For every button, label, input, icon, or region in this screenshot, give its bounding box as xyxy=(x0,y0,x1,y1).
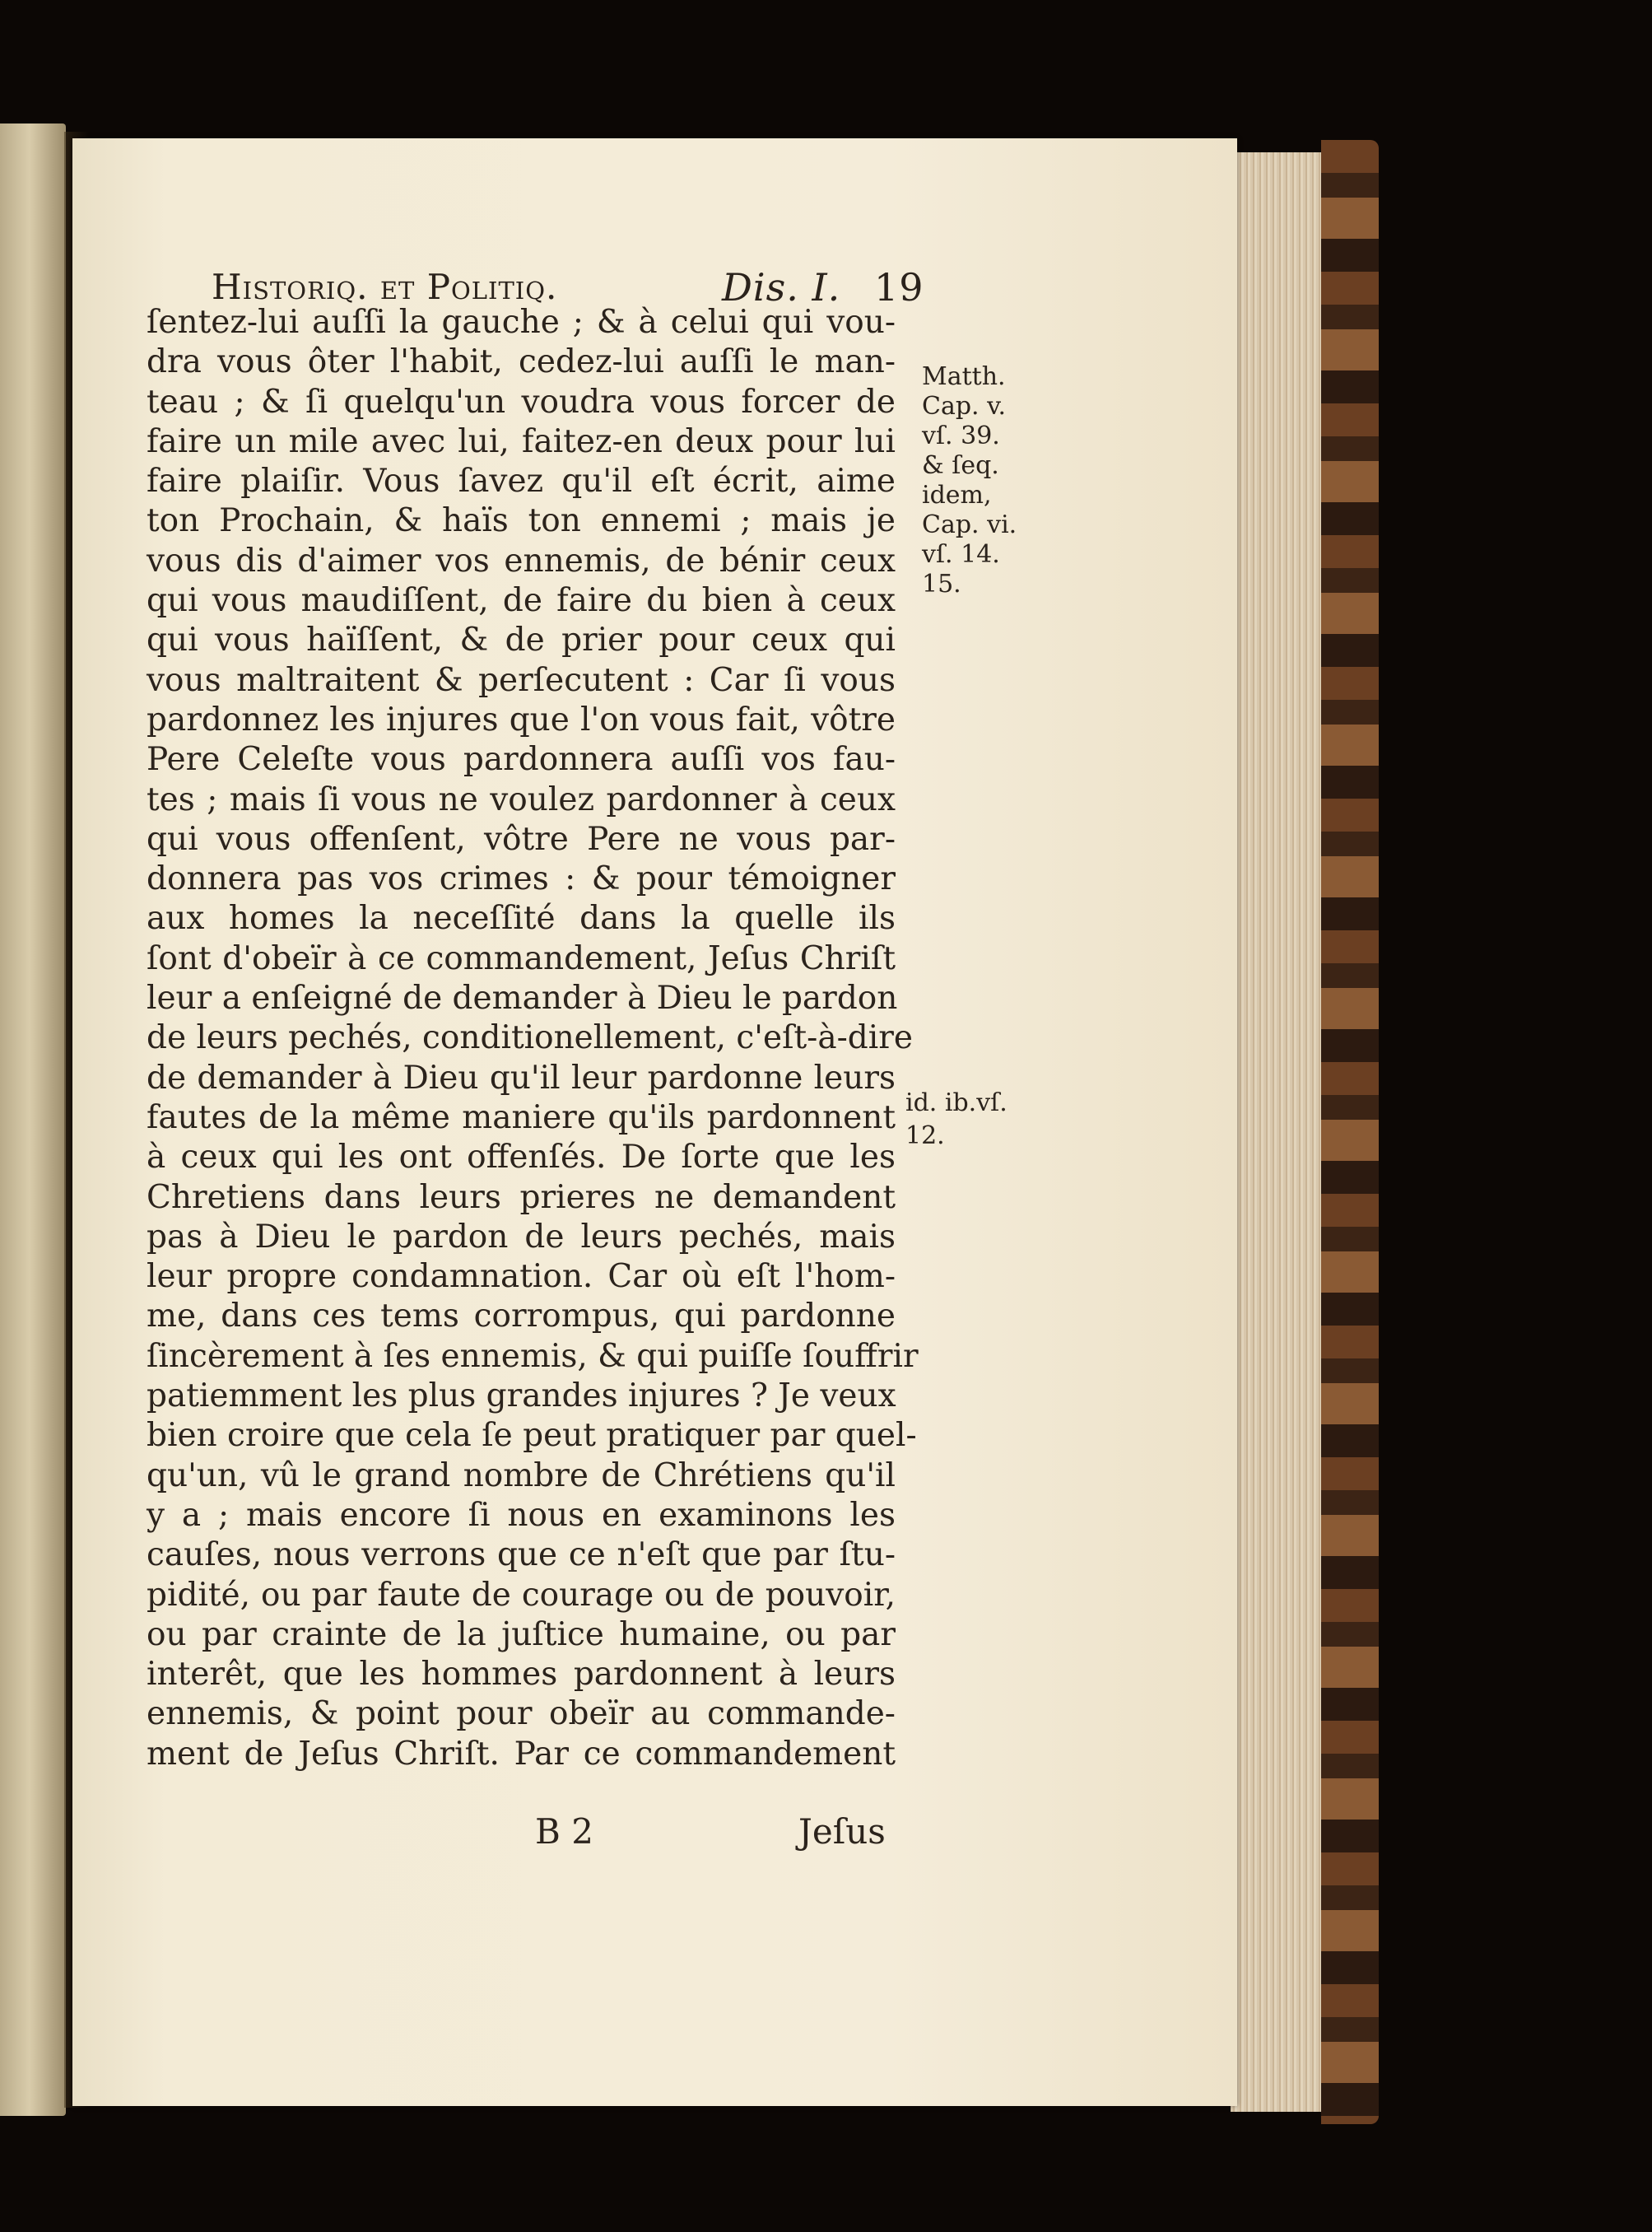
margin-note: vſ. 14. xyxy=(922,540,1000,569)
text-line: aux homes la neceſſité dans la quelle ils xyxy=(147,900,896,938)
page-footer xyxy=(527,1811,889,1861)
running-title: Historiq. et Politiq. xyxy=(212,267,558,307)
text-line: ton Prochain, & haïs ton ennemi ; mais je xyxy=(147,502,896,540)
text-line: me, dans ces tems corrompus, qui pardonne xyxy=(147,1298,896,1335)
signature-mark: B 2 xyxy=(535,1811,593,1852)
text-line: faire plaiſir. Vous ſavez qu'il eſt écrit, aime xyxy=(147,463,896,501)
text-line: vous dis d'aimer vos ennemis, de bénir ceux xyxy=(147,542,896,580)
text-line: qu'un, vû le grand nombre de Chrétiens qu'il xyxy=(147,1456,896,1494)
show-through-text xyxy=(955,725,1119,1589)
text-line: donnera pas vos crimes : & pour témoigner xyxy=(147,860,896,898)
margin-note: vſ. 12. xyxy=(905,1088,1007,1150)
text-line: faire un mile avec lui, faitez-en deux pour lui xyxy=(147,422,896,460)
text-line: ſentez-lui auſſi la gauche ; & à celui qui vou- xyxy=(147,304,896,341)
text-line: ment de Jeſus Chriſt. Par ce commandement xyxy=(147,1735,896,1773)
page-block-edge xyxy=(1231,152,1333,2112)
margin-note: Cap. vi. xyxy=(922,510,1017,539)
text-line: pardonnez les injures que l'on vous fait, vôtre xyxy=(147,701,896,739)
margin-note: 15. xyxy=(922,570,961,599)
text-line: dra vous ôter l'habit, cedez-lui auſſi le man- xyxy=(147,343,896,381)
text-line: vous maltraitent & perſecutent : Car ſi vous xyxy=(147,661,896,699)
catchword: Jeſus xyxy=(798,1811,886,1852)
margin-note: id. ib. xyxy=(905,1088,977,1117)
text-line: de demander à Dieu qu'il leur pardonne leurs xyxy=(147,1059,896,1097)
margin-note: Matth. xyxy=(922,362,1006,391)
text-line: tes ; mais ſi vous ne voulez pardonner à ceux xyxy=(147,781,896,818)
text-line: qui vous offenſent, vôtre Pere ne vous par- xyxy=(147,820,896,858)
facing-page-edge xyxy=(0,123,66,2116)
text-line: ſincèrement à ſes ennemis, & qui puiſſe ſouffrir xyxy=(147,1337,919,1375)
margin-note: idem, xyxy=(922,481,992,510)
margin-notes-bottom xyxy=(905,1087,1045,1153)
text-line: leur propre condamnation. Car où eſt l'hom- xyxy=(147,1258,896,1296)
text-line: interêt, que les hommes pardonnent à leurs xyxy=(147,1656,896,1694)
text-line: Chretiens dans leurs prieres ne demandent xyxy=(147,1178,896,1216)
body-text xyxy=(147,303,919,1774)
text-line: pidité, ou par faute de courage ou de pouvoir, xyxy=(147,1576,896,1614)
text-line: à ceux qui les ont offenſés. De ſorte que les xyxy=(147,1139,896,1177)
margin-note: vſ. 39. xyxy=(922,422,1000,450)
text-line: qui vous haïſſent, & de prier pour ceux qui xyxy=(147,622,896,659)
margin-note: & ſeq. xyxy=(922,451,999,480)
text-line: teau ; & ſi quelqu'un voudra vous forcer de xyxy=(147,383,896,421)
text-line: de leurs pechés, conditionellement, c'eſt-à-dire xyxy=(147,1019,913,1057)
book-cover-edge xyxy=(1321,140,1379,2124)
margin-note: Cap. v. xyxy=(922,392,1007,421)
section-reference: Dis. I. xyxy=(722,265,841,310)
text-line: pas à Dieu le pardon de leurs pechés, mais xyxy=(147,1218,896,1256)
text-line: y a ; mais encore ſi nous en examinons les xyxy=(147,1496,896,1534)
margin-notes-top xyxy=(922,362,1045,599)
text-line: leur a enſeigné de demander à Dieu le pardon xyxy=(147,980,898,1018)
text-line: ou par crainte de la juſtice humaine, ou par xyxy=(147,1615,896,1653)
page-number: 19 xyxy=(874,265,924,310)
text-line: Pere Celeſte vous pardonnera auſſi vos fau- xyxy=(147,741,896,779)
text-line: ſont d'obeïr à ce commandement, Jeſus Chriſt xyxy=(147,939,896,977)
text-line: patiemment les plus grandes injures ? Je veux xyxy=(147,1377,896,1415)
text-line: qui vous maudiſſent, de faire du bien à ceux xyxy=(147,582,896,620)
text-line: bien croire que cela ſe peut pratiquer par quel- xyxy=(147,1417,917,1455)
text-line: ennemis, & point pour obeïr au commande- xyxy=(147,1695,896,1733)
text-line: fautes de la même maniere qu'ils pardonnent xyxy=(147,1098,896,1136)
text-line: cauſes, nous verrons que ce n'eſt que par ſtu- xyxy=(147,1536,896,1574)
